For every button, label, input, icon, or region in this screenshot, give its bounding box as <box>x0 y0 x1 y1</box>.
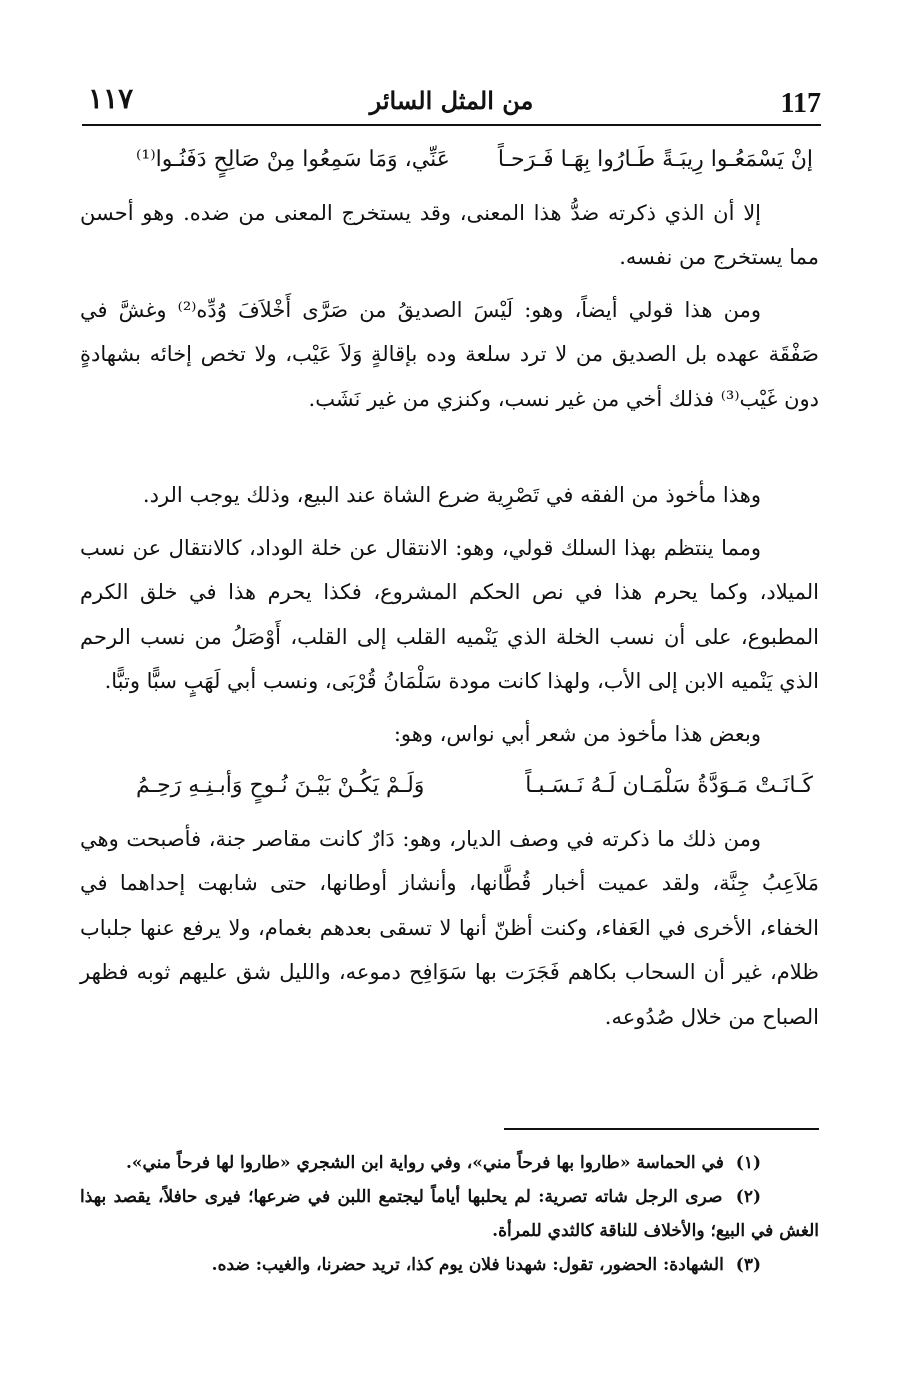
verse-second-hemistich: وَلَـمْ يَكُـنْ بَيْـنَ نُـوحٍ وَأبـنِـهِ رَحِـمُ <box>136 773 425 798</box>
footnote-text: الشهادة: الحضور، تقول: شهدنا فلان يوم كذا، تريد حضرنا، والغيب: ضده. <box>211 1255 724 1275</box>
footnote-mark: (٣) <box>735 1255 761 1275</box>
footnote-text: في الحماسة «طاروا بها فرحاً مني»، وفي رواية ابن الشجري «طاروا لها فرحاً مني». <box>125 1153 724 1173</box>
footnote <box>80 1248 819 1282</box>
verse-second-hemistich: عَنِّي، وَمَا سَمِعُوا مِنْ صَالِحٍ دَفَنُـوا⁽¹⁾ <box>136 147 450 172</box>
paragraph: وبعض هذا مأخوذ من شعر أبي نواس، وهو: <box>393 721 761 746</box>
paragraph: ومن هذا قولي أيضاً، وهو: لَيْسَ الصديقُ من صَرَّى أَخْلاَفَ وُدِّه⁽²⁾ وغشَّ في صَفْقَة عهده بل الصديق من لا ترد سلعة وده بإقالةٍ وَلاَ عَيْب، ولا تخص إخائه بشهادةٍ دون غَيْب⁽³⁾ فذلك أخي من غير نسب، وكنزي من غير نَشَب. <box>80 297 819 411</box>
paragraph: وهذا مأخوذ من الفقه في تَصْرِية ضرع الشاة عند البيع، وذلك يوجب الرد. <box>142 483 761 507</box>
page-number-latin: 117 <box>780 88 821 119</box>
footnote-mark: (١) <box>735 1153 761 1173</box>
footnote-separator <box>504 1128 819 1130</box>
paragraph: إلا أن الذي ذكرته ضدُّ هذا المعنى، وقد يستخرج المعنى من ضده. وهو أحسن مما يستخرج من نفسه. <box>80 200 819 269</box>
page-number-arabic: ١١٧ <box>88 82 134 115</box>
footnotes <box>80 1146 819 1282</box>
verse-couplet-1 <box>80 138 819 183</box>
paragraph: ومن ذلك ما ذكرته في وصف الديار، وهو: دَارٌ كانت مقاصر جنة، فأصبحت وهي مَلاَعِبُ جِنَّة، ولقد عميت أخبار قُطَّانها، وأنشاز أوطانها، حتى شابهت إحداهما في الخفاء، الأخرى في العَفاء، وكنت أظنّ أنها لا تسقى بعدهم بغمام، ولا يرفع عنها جلباب ظلام، غير أن السحاب بكاهم فَجَرَت بها سَوَافِح دموعه، والليل شق عليهم ثوبه فظهر الصباح من خلال صُدُوعه. <box>80 826 819 1029</box>
footnote <box>80 1180 819 1248</box>
verse-couplet-2 <box>80 764 819 809</box>
paragraph: ومما ينتظم بهذا السلك قولي، وهو: الانتقال عن خلة الوداد، كالانتقال عن نسب الميلاد، وكما يحرم هذا في نص الحكم المشروع، فكذا يحرم هذا في خلق الكرم المطبوع، على أن نسب الخلة الذي يَنْميه القلب إلى القلب، أَوْصَلُ من نسب الرحم الذي يَنْميه الابن إلى الأب، ولهذا كانت مودة سَلْمَانُ قُرْبَى، ونسب أبي لَهَبٍ سبًّا وتبًّا. <box>80 535 819 693</box>
section-spacer <box>80 429 819 473</box>
running-title: من المثل السائر <box>369 86 534 115</box>
footnote-text: صرى الرجل شاته تصرية: لم يحلبها أياماً ليجتمع اللبن في ضرعها؛ فيرى حافلاً، يقصد بهذا الغش في البيع؛ والأخلاف للناقة كالثدي للمرأة. <box>80 1187 819 1241</box>
verse-first-hemistich: كَـانَـتْ مَـوَدَّةُ سَلْمَـان لَـهُ نَـسَـبـاً <box>525 773 813 798</box>
footnote-mark: (٢) <box>735 1187 762 1207</box>
footnote <box>80 1146 819 1180</box>
verse-first-hemistich: إنْ يَسْمَعُـوا رِيبَـةً طَـارُوا بِهَـا فَـرَحـاً <box>497 147 813 172</box>
page-header <box>82 78 821 126</box>
main-text <box>80 138 819 1047</box>
